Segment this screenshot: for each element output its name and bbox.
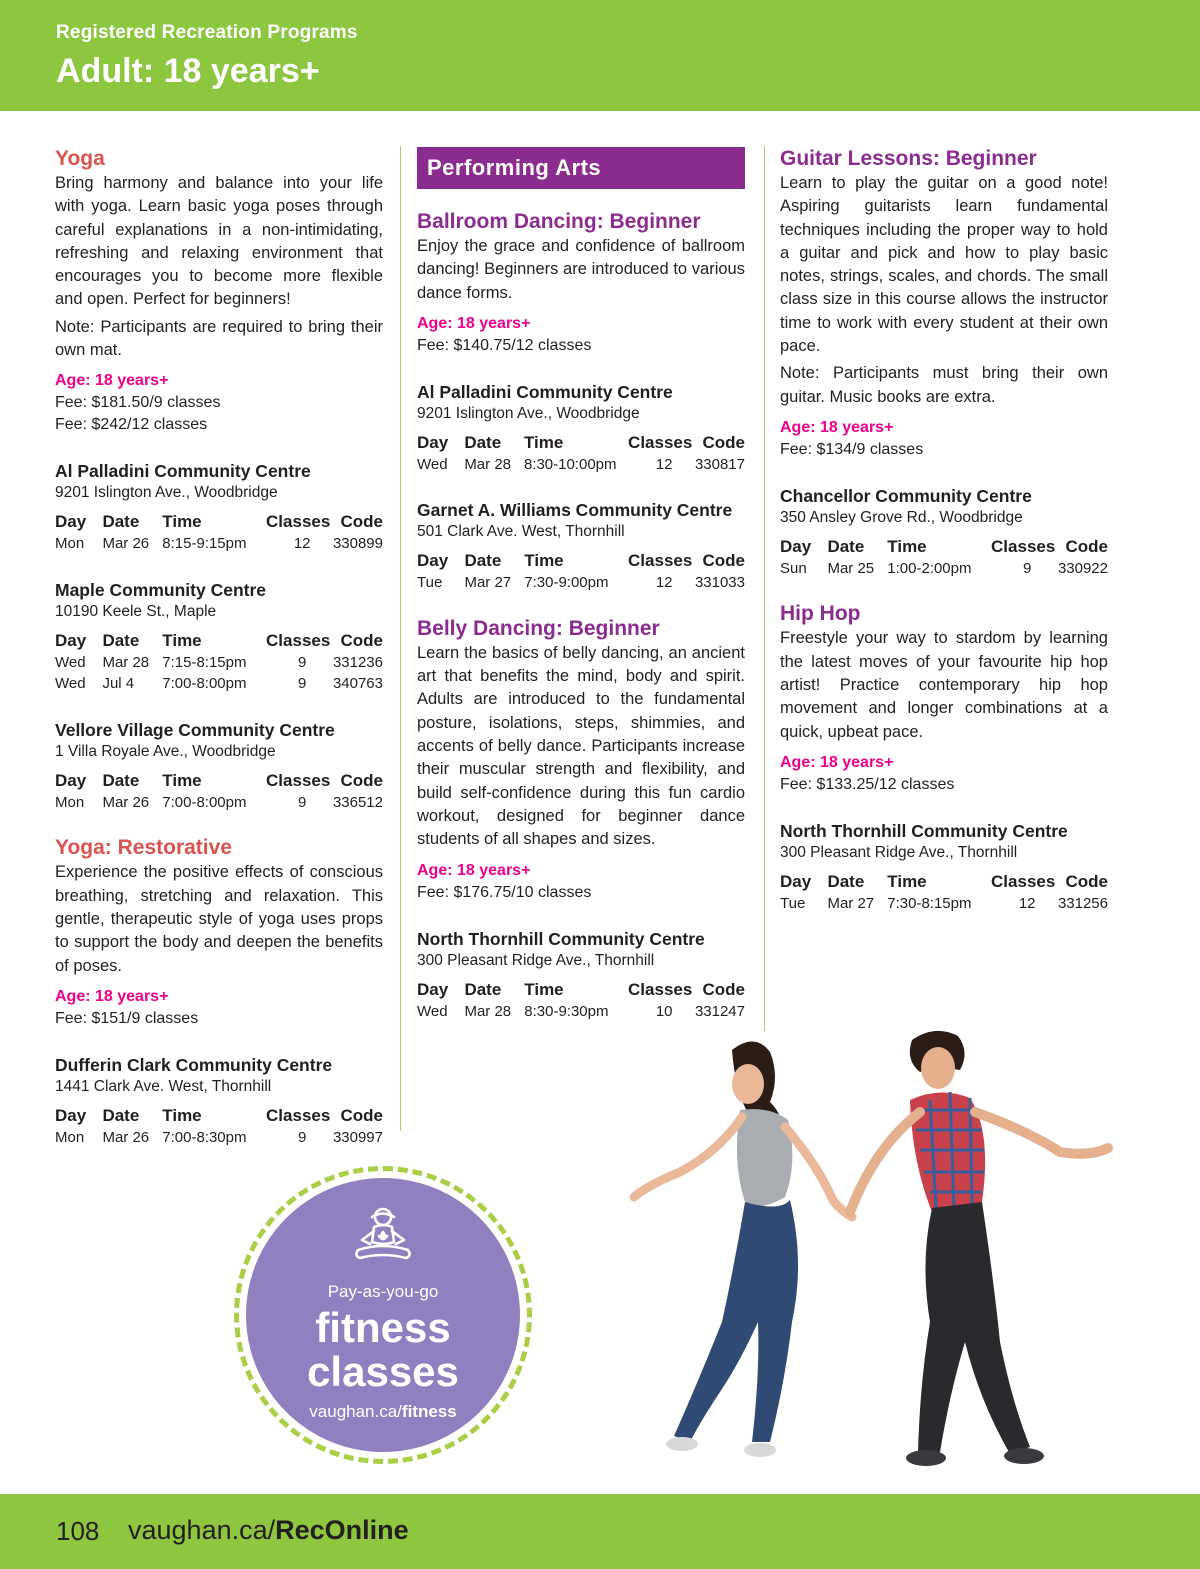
header-classes: Classes xyxy=(266,770,331,790)
location-name: Al Palladini Community Centre xyxy=(417,381,673,402)
header-date: Date xyxy=(102,512,140,532)
header-code: Code xyxy=(1065,871,1108,891)
man-dancer xyxy=(850,1031,1108,1466)
header-day: Day xyxy=(55,630,87,650)
cell-day: Sun xyxy=(780,559,807,577)
location-block xyxy=(55,579,383,695)
cell-time: 7:00-8:00pm xyxy=(162,675,247,693)
header-date: Date xyxy=(102,1105,140,1125)
schedule-table xyxy=(55,630,383,695)
cell-date: Mar 28 xyxy=(464,455,511,473)
location-name: Al Palladini Community Centre xyxy=(55,461,311,482)
page-header xyxy=(0,0,1200,111)
location-block xyxy=(780,485,1108,580)
location-address: 10190 Keele St., Maple xyxy=(55,602,217,620)
header-time: Time xyxy=(162,512,202,532)
fee-line: Fee: $140.75/12 classes xyxy=(417,336,592,354)
header-classes: Classes xyxy=(991,871,1056,891)
cell-date: Mar 27 xyxy=(464,574,512,592)
program-belly-dancing-beginner xyxy=(417,616,745,1022)
cell-code: 331236 xyxy=(332,653,383,671)
cell-date: Mar 26 xyxy=(102,535,150,553)
schedule-header-row xyxy=(780,536,1108,558)
header-day: Day xyxy=(417,551,449,571)
header-date: Date xyxy=(827,536,865,556)
cell-day: Mon xyxy=(55,1128,85,1146)
header-date: Date xyxy=(102,770,140,790)
location-address: 300 Pleasant Ridge Ave., Thornhill xyxy=(780,843,1018,861)
note-label: Note xyxy=(55,317,90,336)
table-row xyxy=(780,893,1108,915)
header-time: Time xyxy=(887,871,927,891)
cell-date: Mar 28 xyxy=(102,653,150,671)
cell-time: 8:30-10:00pm xyxy=(523,455,617,473)
cell-time: 7:15-8:15pm xyxy=(162,653,247,671)
yoga-pose-icon xyxy=(350,1206,416,1266)
cell-code: 340763 xyxy=(332,675,383,693)
badge-circle xyxy=(246,1178,520,1452)
cell-date: Mar 28 xyxy=(464,1002,512,1020)
header-date: Date xyxy=(102,630,140,650)
cell-classes: 9 xyxy=(298,653,307,671)
header-code: Code xyxy=(702,979,745,999)
header-classes: Classes xyxy=(266,1105,331,1125)
location-block xyxy=(417,499,745,594)
cell-classes: 9 xyxy=(298,793,307,811)
cell-time: 7:00-8:00pm xyxy=(162,793,247,811)
table-row xyxy=(55,792,383,814)
cell-classes: 12 xyxy=(655,574,673,592)
program-description: Experience the positive effects of conscious breathing, stretching and relaxation. This gentle, therapeutic style of yoga uses props to support the body and deepen the benefits of poses. xyxy=(55,863,383,975)
column-1 xyxy=(55,146,383,1156)
header-time: Time xyxy=(162,770,202,790)
cell-classes: 9 xyxy=(298,1128,307,1146)
header-day: Day xyxy=(780,536,812,556)
header-code: Code xyxy=(702,551,745,571)
header-day: Day xyxy=(417,979,449,999)
header-classes: Classes xyxy=(628,979,693,999)
age-requirement: Age: 18 years+ xyxy=(417,314,531,332)
program-description: Freestyle your way to stardom by learning the latest moves of your favourite hip hop artist! Practice contemporary hip hop movement and longer combinations at a quick, upbeat pace. xyxy=(780,629,1108,741)
location-block xyxy=(417,381,745,476)
page-number: 108 xyxy=(56,1516,100,1546)
cell-date: Jul 4 xyxy=(102,675,135,693)
section-title-performing-arts: Performing Arts xyxy=(417,147,745,189)
cell-date: Mar 25 xyxy=(827,559,875,577)
header-code: Code xyxy=(340,630,383,650)
cell-day: Wed xyxy=(55,653,86,671)
table-row xyxy=(55,533,383,555)
schedule-table xyxy=(55,770,383,814)
schedule-table xyxy=(780,871,1108,915)
schedule-header-row xyxy=(417,979,745,1001)
program-title: Yoga: Restorative xyxy=(55,836,232,860)
schedule-table xyxy=(417,432,745,476)
age-requirement: Age: 18 years+ xyxy=(417,861,531,879)
note-label: Note xyxy=(780,364,815,383)
age-requirement: Age: 18 years+ xyxy=(780,753,894,771)
badge-url-prefix: vaughan.ca/ xyxy=(309,1402,402,1421)
header-day: Day xyxy=(55,1105,87,1125)
cell-code: 330817 xyxy=(694,455,745,473)
footer-url-bold: RecOnline xyxy=(275,1515,409,1545)
cell-classes: 12 xyxy=(655,455,673,473)
age-requirement: Age: 18 years+ xyxy=(780,418,894,436)
location-address: 300 Pleasant Ridge Ave., Thornhill xyxy=(417,951,655,969)
schedule-table xyxy=(55,1105,383,1149)
program-description: Enjoy the grace and confidence of ballroom dancing! Beginners are introduced to various dance forms. xyxy=(417,237,745,302)
location-name: Chancellor Community Centre xyxy=(780,485,1032,506)
cell-code: 336512 xyxy=(332,793,383,811)
table-row xyxy=(55,1127,383,1149)
woman-dancer xyxy=(634,1041,852,1457)
fee-line: Fee: $134/9 classes xyxy=(780,440,924,458)
cell-code: 330922 xyxy=(1057,559,1108,577)
cell-classes: 9 xyxy=(1023,559,1032,577)
schedule-table xyxy=(417,550,745,594)
table-row xyxy=(780,558,1108,580)
program-description: Learn to play the guitar on a good note! Aspiring guitarists learn fundamental techniques including the proper way to hold a guitar and pick and how to play basic notes, strings, scales, and chords. The small class size in this course allows the instructor time to work with every student at their own pace. xyxy=(780,174,1108,356)
table-row xyxy=(417,454,745,476)
badge-line-1: fitness xyxy=(315,1304,451,1351)
program-yoga-restorative xyxy=(55,835,383,1148)
header-time: Time xyxy=(524,979,564,999)
header-date: Date xyxy=(464,432,502,452)
cell-time: 7:00-8:30pm xyxy=(162,1128,247,1146)
fitness-badge[interactable] xyxy=(234,1166,532,1464)
badge-tagline: Pay-as-you-go xyxy=(327,1282,439,1301)
location-address: 9201 Islington Ave., Woodbridge xyxy=(417,404,640,422)
program-title: Yoga xyxy=(55,147,105,170)
dancers-photo xyxy=(620,1022,1120,1484)
program-title: Guitar Lessons: Beginner xyxy=(780,147,1037,170)
location-name: North Thornhill Community Centre xyxy=(780,820,1068,841)
program-yoga xyxy=(55,146,383,813)
location-address: 350 Ansley Grove Rd., Woodbridge xyxy=(780,508,1023,526)
cell-day: Wed xyxy=(417,455,448,473)
fee-line: Fee: $176.75/10 classes xyxy=(417,883,592,901)
cell-code: 331033 xyxy=(694,574,745,592)
header-classes: Classes xyxy=(266,512,331,532)
badge-line-2: classes xyxy=(307,1348,459,1395)
location-address: 1441 Clark Ave. West, Thornhill xyxy=(55,1077,272,1095)
schedule-header-row xyxy=(780,871,1108,893)
cell-code: 331247 xyxy=(694,1002,745,1020)
header-day: Day xyxy=(417,432,449,452)
footer-url[interactable] xyxy=(128,1515,409,1546)
location-name: Vellore Village Community Centre xyxy=(55,719,335,740)
header-classes: Classes xyxy=(628,432,693,452)
fee-line: Fee: $151/9 classes xyxy=(55,1009,199,1027)
schedule-table xyxy=(780,536,1108,580)
location-address: 9201 Islington Ave., Woodbridge xyxy=(55,484,278,502)
schedule-header-row xyxy=(417,550,745,572)
header-code: Code xyxy=(340,512,383,532)
cell-code: 330997 xyxy=(332,1128,383,1146)
cell-date: Mar 26 xyxy=(102,793,150,811)
badge-url[interactable] xyxy=(246,1402,520,1422)
age-requirement: Age: 18 years+ xyxy=(55,372,169,390)
location-block xyxy=(780,820,1108,915)
cell-time: 8:15-9:15pm xyxy=(162,535,247,553)
fee-line: Fee: $242/12 classes xyxy=(55,416,208,434)
cell-date: Mar 26 xyxy=(102,1128,150,1146)
header-date: Date xyxy=(464,979,502,999)
program-title: Ballroom Dancing: Beginner xyxy=(417,210,701,233)
table-row xyxy=(55,652,383,674)
fee-line: Fee: $133.25/12 classes xyxy=(780,775,955,793)
program-note xyxy=(55,316,383,363)
table-row xyxy=(55,673,383,695)
header-code: Code xyxy=(1065,536,1108,556)
header-code: Code xyxy=(702,432,745,452)
location-block xyxy=(417,928,745,1023)
column-divider-left xyxy=(400,146,401,1131)
program-title: Hip Hop xyxy=(780,602,861,626)
table-row xyxy=(417,1001,745,1023)
location-name: Maple Community Centre xyxy=(55,579,266,600)
schedule-header-row xyxy=(55,511,383,533)
header-subtitle: Registered Recreation Programs xyxy=(56,22,358,43)
header-day: Day xyxy=(780,871,812,891)
location-name: Dufferin Clark Community Centre xyxy=(55,1054,333,1075)
location-name: North Thornhill Community Centre xyxy=(417,928,705,949)
note-text: : Participants are required to bring their own mat. xyxy=(55,317,383,360)
header-classes: Classes xyxy=(628,551,693,571)
header-classes: Classes xyxy=(991,536,1056,556)
cell-classes: 12 xyxy=(293,535,311,553)
page-footer xyxy=(0,1494,1200,1569)
table-row xyxy=(417,572,745,594)
cell-classes: 12 xyxy=(1018,894,1036,912)
program-guitar-lessons-beginner xyxy=(780,146,1108,579)
header-time: Time xyxy=(524,551,564,571)
footer-url-prefix: vaughan.ca/ xyxy=(128,1515,276,1545)
program-description: Bring harmony and balance into your life with yoga. Learn basic yoga poses through careful explanations in a non-intimidating, refreshing and relaxing environment that encourages you to become more flexible and open. Perfect for beginners! xyxy=(55,174,383,309)
cell-time: 1:00-2:00pm xyxy=(887,559,972,577)
cell-day: Wed xyxy=(417,1002,448,1020)
location-block xyxy=(55,719,383,814)
cell-time: 7:30-8:15pm xyxy=(887,894,972,912)
schedule-header-row xyxy=(417,432,745,454)
cell-time: 8:30-9:30pm xyxy=(524,1002,609,1020)
header-time: Time xyxy=(887,536,927,556)
location-address: 501 Clark Ave. West, Thornhill xyxy=(417,523,625,541)
header-classes: Classes xyxy=(266,630,331,650)
column-divider-right xyxy=(764,146,765,1031)
header-date: Date xyxy=(464,551,502,571)
header-day: Day xyxy=(55,512,87,532)
cell-code: 330899 xyxy=(332,535,383,553)
schedule-table xyxy=(55,511,383,555)
header-day: Day xyxy=(55,770,87,790)
schedule-header-row xyxy=(55,770,383,792)
cell-day: Wed xyxy=(55,675,86,693)
header-time: Time xyxy=(162,630,202,650)
column-2 xyxy=(417,146,745,1030)
header-time: Time xyxy=(162,1105,202,1125)
cell-code: 331256 xyxy=(1057,894,1108,912)
age-requirement: Age: 18 years+ xyxy=(55,987,169,1005)
location-block xyxy=(55,1054,383,1149)
cell-time: 7:30-9:00pm xyxy=(524,574,609,592)
note-text: : Participants must bring their own guitar. Music books are extra. xyxy=(780,364,1108,406)
header-code: Code xyxy=(340,1105,383,1125)
cell-day: Tue xyxy=(780,894,806,912)
header-date: Date xyxy=(827,871,865,891)
cell-date: Mar 27 xyxy=(827,894,875,912)
schedule-header-row xyxy=(55,630,383,652)
program-note xyxy=(780,362,1108,409)
cell-classes: 10 xyxy=(655,1002,673,1020)
header-code: Code xyxy=(340,770,383,790)
badge-url-bold: fitness xyxy=(401,1402,457,1421)
program-description: Learn the basics of belly dancing, an ancient art that benefits the mind, body and spirit. Adults are introduced to the fundamental posture, isolations, steps, shimmies, and accents of belly dance. Participants increase their muscular strength and flexibility, and build self-confidence during this fun cardio workout, designed for beginner dance students of all shapes and sizes. xyxy=(417,643,745,849)
program-title: Belly Dancing: Beginner xyxy=(417,616,660,640)
location-address: 1 Villa Royale Ave., Woodbridge xyxy=(55,742,276,760)
column-3 xyxy=(780,146,1108,922)
program-hip-hop xyxy=(780,601,1108,914)
fee-line: Fee: $181.50/9 classes xyxy=(55,394,221,412)
location-block xyxy=(55,460,383,555)
schedule-table xyxy=(417,979,745,1023)
cell-day: Mon xyxy=(55,793,85,811)
header-time: Time xyxy=(523,432,564,452)
location-name: Garnet A. Williams Community Centre xyxy=(417,500,733,521)
cell-classes: 9 xyxy=(298,675,307,693)
schedule-header-row xyxy=(55,1105,383,1127)
cell-day: Mon xyxy=(55,535,85,553)
header-title: Adult: 18 years+ xyxy=(56,52,320,90)
cell-day: Tue xyxy=(417,574,443,592)
program-ballroom-dancing-beginner xyxy=(417,209,745,594)
